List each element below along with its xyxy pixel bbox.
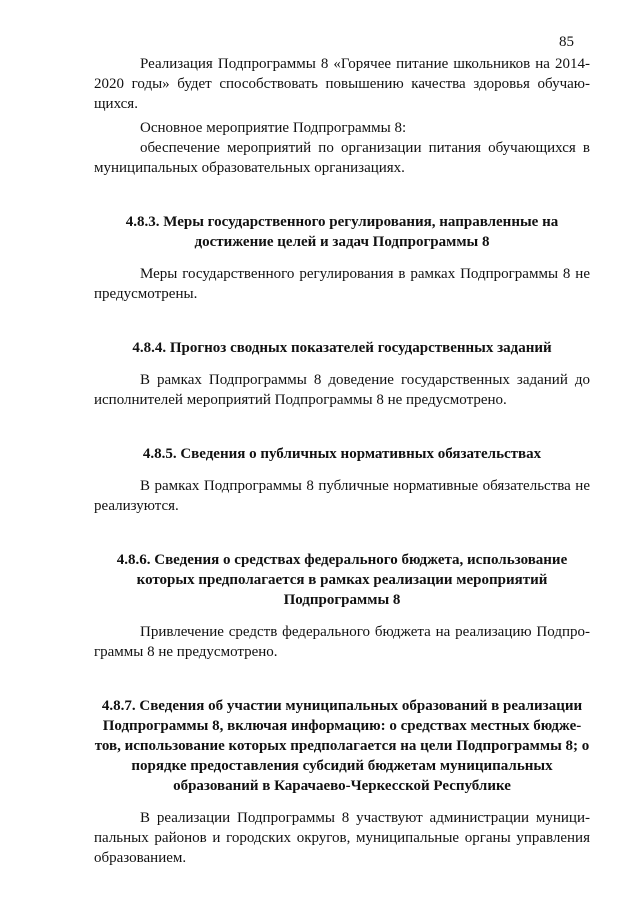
section-heading-4-8-3: 4.8.3. Меры государственного регулирования, направленные на достижение целей и задач Подпрограммы 8 [125,214,559,250]
intro-paragraph: Реализация Подпрограммы 8 «Горячее питание школьников на 2014-2020 годы» будет способствовать повышению качества здоровья обучающихся. [94,56,590,112]
section-body-4-8-5: В рамках Подпрограммы 8 публичные нормативные обязательства не реализуются. [94,478,590,514]
page-number: 85 [559,34,574,50]
main-event-label: Основное мероприятие Подпрограммы 8: [140,120,407,136]
section-body-4-8-4: В рамках Подпрограммы 8 доведение государственных заданий до исполнителей мероприятий Подпрограммы 8 не предусмотрено. [94,372,590,408]
section-heading-4-8-7: 4.8.7. Сведения об участии муниципальных образований в реализации Подпрограммы 8, включая информацию: о средствах местных бюджетов, использование которых предполагается на цели Подпрограммы 8; о порядке предоставления субсидий бюджетам муниципальных образований в Карачаево-Черкесской Республике [94,698,590,794]
section-body-4-8-6: Привлечение средств федерального бюджета на реализацию Подпрограммы 8 не предусмотрено. [94,624,590,660]
page-content [94,54,590,868]
main-event-text: обеспечение мероприятий по организации питания обучающихся в муниципальных образовательных организациях. [94,140,590,176]
section-body-4-8-7: В реализации Подпрограммы 8 участвуют администрации муниципальных районов и городских округов, муниципальные органы управления образованием. [94,810,590,866]
section-body-4-8-3: Меры государственного регулирования в рамках Подпрограммы 8 не предусмотрены. [94,266,590,302]
section-heading-4-8-6: 4.8.6. Сведения о средствах федерального бюджета, использование которых предполагается в рамках реализации мероприятий Подпрограммы 8 [116,552,568,608]
section-heading-4-8-4: 4.8.4. Прогноз сводных показателей государственных заданий [132,340,552,356]
section-heading-4-8-5: 4.8.5. Сведения о публичных нормативных обязательствах [142,446,542,462]
